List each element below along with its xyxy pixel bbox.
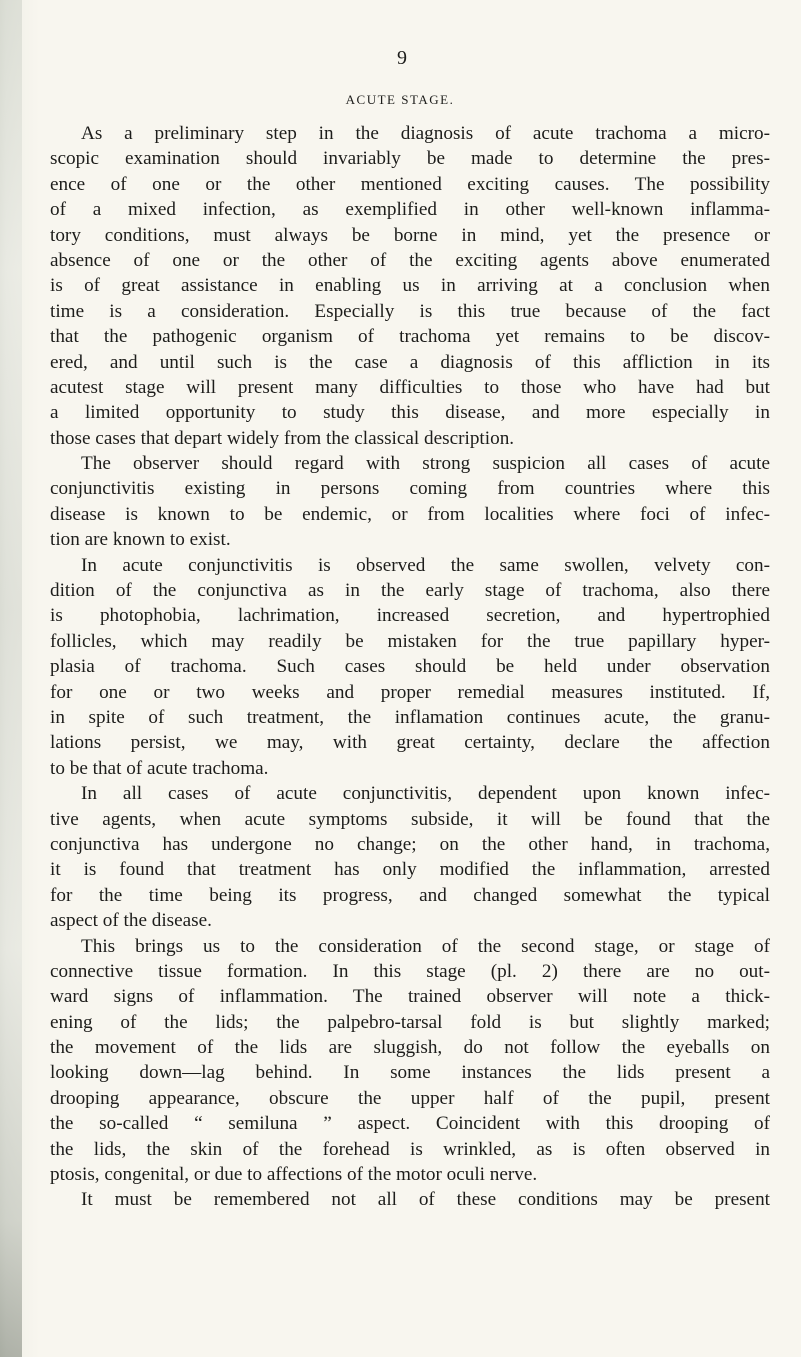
text-line: looking down—lag behind. In some instances the lids present a — [50, 1062, 770, 1084]
text-line: for the time being its progress, and changed somewhat the typical — [50, 884, 770, 906]
text-line: plasia of trachoma. Such cases should be held under observation — [50, 656, 770, 678]
text-line: scopic examination should invariably be made to determine the pres- — [50, 148, 770, 170]
text-line: a limited opportunity to study this disease, and more especially in — [50, 402, 770, 424]
text-line: In all cases of acute conjunctivitis, dependent upon known infec- — [81, 783, 770, 805]
text-line: is of great assistance in enabling us in arriving at a conclusion when — [50, 275, 770, 297]
running-head: ACUTE STAGE. — [345, 92, 455, 107]
text-line: It must be remembered not all of these conditions may be present — [81, 1189, 770, 1211]
text-line: As a preliminary step in the diagnosis of acute trachoma a micro- — [81, 123, 770, 144]
text-line: conjunctivitis existing in persons coming from countries where this — [50, 478, 770, 500]
text-line: those cases that depart widely from the classical description. — [50, 427, 515, 449]
text-line: the movement of the lids are sluggish, do not follow the eyeballs on — [50, 1037, 770, 1059]
text-line: tory conditions, must always be borne in mind, yet the presence or — [50, 224, 770, 246]
text-line: that the pathogenic organism of trachoma yet remains to be discov- — [50, 326, 770, 348]
text-line: the lids, the skin of the forehead is wrinkled, as is often observed in — [50, 1138, 770, 1160]
text-line: aspect of the disease. — [50, 910, 212, 932]
text-line: This brings us to the consideration of the second stage, or stage of — [81, 935, 770, 957]
text-line: disease is known to be endemic, or from localities where foci of infec- — [50, 503, 770, 525]
text-line: tion are known to exist. — [50, 529, 231, 551]
text-line: ered, and until such is the case a diagnosis of this affliction in its — [50, 351, 770, 373]
text-line: conjunctiva has undergone no change; on the other hand, in trachoma, — [50, 833, 770, 855]
text-line: to be that of acute trachoma. — [50, 757, 269, 779]
text-line: lations persist, we may, with great certainty, declare the affection — [50, 732, 770, 754]
text-line: drooping appearance, obscure the upper half of the pupil, present — [50, 1087, 770, 1109]
text-line: the so-called “ semiluna ” aspect. Coincident with this drooping of — [50, 1113, 770, 1135]
text-line: absence of one or the other of the exciting agents above enumerated — [50, 249, 770, 271]
text-line: tive agents, when acute symptoms subside, it will be found that the — [50, 808, 770, 830]
text-line: acutest stage will present many difficulties to those who have had but — [50, 376, 770, 398]
text-line: for one or two weeks and proper remedial measures instituted. If, — [50, 681, 770, 703]
text-line: time is a consideration. Especially is this true because of the fact — [50, 300, 770, 322]
text-line: ence of one or the other mentioned exciting causes. The possibility — [50, 173, 770, 195]
page-gutter-shadow — [0, 0, 22, 1357]
text-line: in spite of such treatment, the inflamation continues acute, the granu- — [50, 706, 770, 728]
text-line: In acute conjunctivitis is observed the same swollen, velvety con- — [81, 554, 770, 576]
text-line: of a mixed infection, as exemplified in other well-known inflamma- — [50, 199, 770, 221]
text-line: ward signs of inflammation. The trained observer will note a thick- — [50, 986, 770, 1008]
text-line: connective tissue formation. In this stage (pl. 2) there are no out- — [50, 960, 770, 982]
text-line: The observer should regard with strong suspicion all cases of acute — [81, 453, 770, 475]
body-text — [50, 121, 770, 1213]
text-line: it is found that treatment has only modified the inflammation, arrested — [50, 859, 770, 881]
text-line: follicles, which may readily be mistaken for the true papillary hyper- — [50, 630, 770, 652]
page-number: 9 — [397, 47, 407, 69]
text-line: is photophobia, lachrimation, increased secretion, and hypertrophied — [50, 605, 770, 627]
text-line: dition of the conjunctiva as in the early stage of trachoma, also there — [50, 580, 770, 602]
text-line: ptosis, congenital, or due to affections of the motor oculi nerve. — [50, 1164, 538, 1186]
text-line: ening of the lids; the palpebro-tarsal fold is but slightly marked; — [50, 1011, 770, 1033]
